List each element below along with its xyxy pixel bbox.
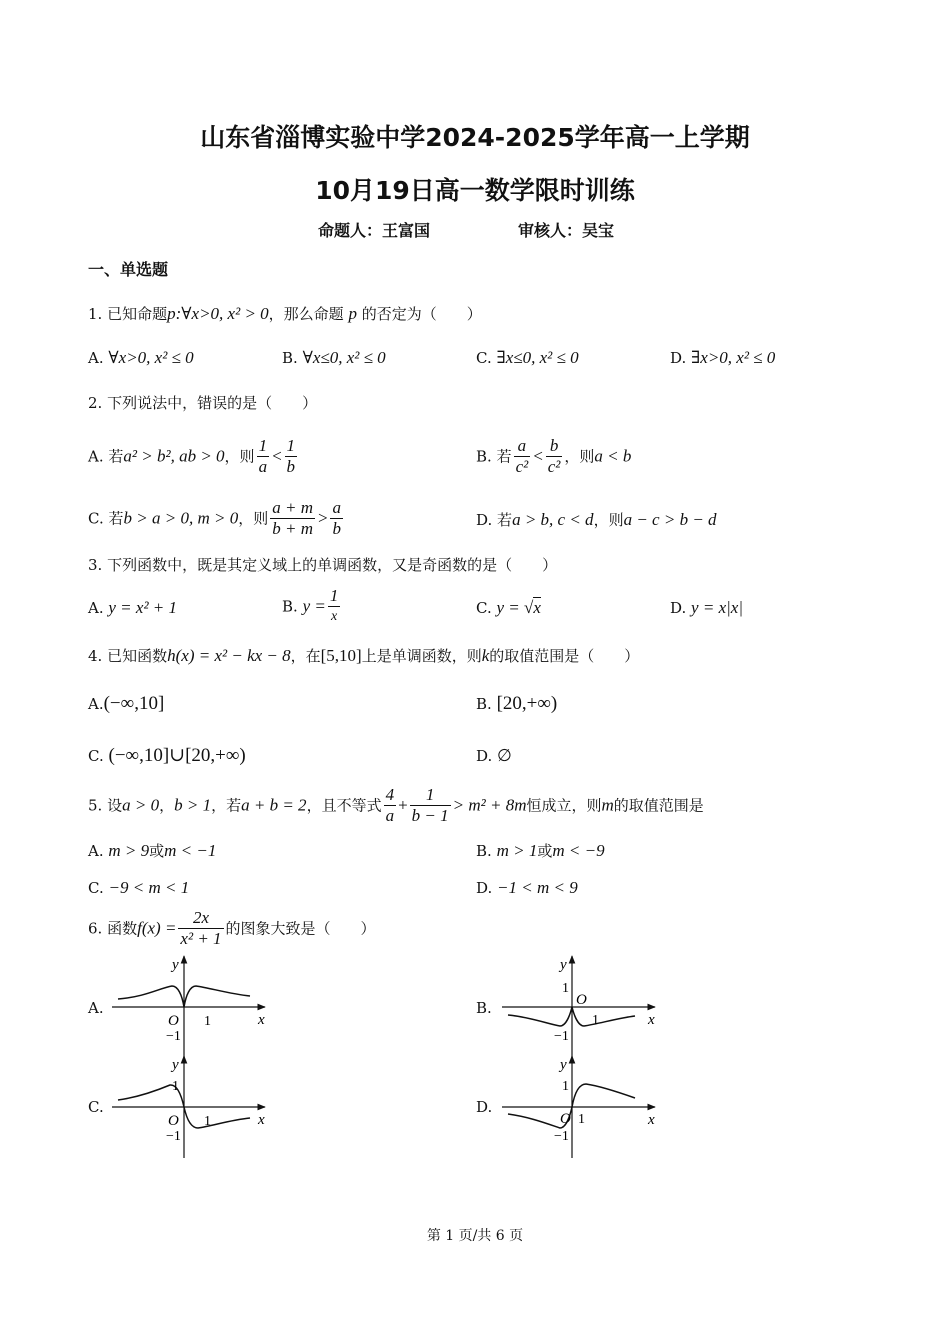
q1-p: p	[348, 304, 357, 323]
tick-neg1: −1	[166, 1029, 181, 1044]
author: 命题人：王富国	[318, 221, 431, 240]
q6-option-b-label: B.	[476, 999, 492, 1017]
graph-d	[490, 1050, 670, 1160]
q1-text-b: ，那么命题	[268, 305, 344, 323]
q1-option-b: B. ∀x≤0, x² ≤ 0	[282, 348, 386, 367]
q3-option-a: A. y = x² + 1	[88, 598, 178, 617]
y-label: y	[172, 957, 179, 973]
graph-b	[490, 950, 670, 1060]
svg-text:x: x	[258, 1112, 265, 1128]
svg-text:1: 1	[562, 981, 569, 996]
question-5: 5. 设a > 0，b > 1，若a + b = 2，且不等式 $\frac{4}{a}$ + $\frac{1}{b - 1}$ > m² + 8m恒成立，则m的取值范围是	[88, 785, 704, 825]
q1-text-c: 的否定为（ ）	[361, 305, 482, 323]
q4-option-a: A.(−∞,10]	[88, 693, 165, 714]
q5-option-b: B. m > 1或m < −9	[476, 841, 605, 860]
q1-text-a: 已知命题	[107, 305, 168, 323]
q6-option-c-label: C.	[88, 1098, 104, 1116]
svg-text:1: 1	[592, 1013, 599, 1028]
reviewer: 审核人：吴宝	[518, 221, 615, 240]
section-heading: 一、单选题	[88, 260, 169, 279]
graph-a	[100, 950, 280, 1060]
q4-option-d: D. ∅	[476, 746, 512, 765]
svg-text:O: O	[576, 992, 587, 1008]
q3-option-b: B. y = $\frac{1}{x}$	[282, 586, 339, 624]
svg-text:−1: −1	[166, 1129, 181, 1144]
question-4: 4. 已知函数h(x) = x² − kx − 8，在[5,10]上是单调函数，则k的取值范围是（ ）	[88, 646, 640, 665]
q3-option-c: C. y = √x	[476, 598, 541, 617]
q4-option-b: B. [20,+∞)	[476, 693, 558, 714]
q1-proposition: p:∀x>0, x² > 0	[167, 304, 269, 323]
question-2: 2. 下列说法中，错误的是（ ）	[88, 394, 318, 412]
q2-option-c: C. 若b > a > 0, m > 0，则 $\frac{a + m}{b + m}$ > $\frac{a}{b}$	[88, 498, 341, 538]
svg-text:x: x	[648, 1112, 655, 1128]
title-line-2: 10月19日高一数学限时训练	[315, 176, 635, 205]
svg-text:O: O	[168, 1113, 179, 1129]
svg-text:1: 1	[578, 1112, 585, 1127]
origin-label: O	[168, 1013, 179, 1029]
q2-option-b: B. 若 $\frac{a}{\text{c²}}$ < $\frac{b}{\text{c²}}$ ，则a < b	[476, 436, 632, 476]
svg-text:y: y	[560, 1057, 567, 1073]
question-3: 3. 下列函数中，既是其定义域上的单调函数，又是奇函数的是（ ）	[88, 556, 558, 574]
tick-1: 1	[204, 1014, 211, 1029]
svg-text:1: 1	[562, 1079, 569, 1094]
question-6: 6. 函数f(x) = $\frac{2x}{\text{x² + 1}}$ 的图象大致是（ ）	[88, 908, 376, 948]
q6-option-d-label: D.	[476, 1098, 493, 1116]
q5-option-c: C. −9 < m < 1	[88, 878, 190, 897]
q1-option-c: C. ∃x≤0, x² ≤ 0	[476, 348, 579, 367]
q5-option-d: D. −1 < m < 9	[476, 878, 578, 897]
x-label: x	[258, 1012, 265, 1028]
page-footer: 第 1 页/共 6 页	[426, 1228, 524, 1244]
svg-text:1: 1	[172, 1079, 179, 1094]
q2-option-a: A. 若a² > b², ab > 0，则 $\frac{1}{a}$ < $\frac{1}{b}$	[88, 436, 296, 476]
title-line-1: 山东省淄博实验中学2024-2025学年高一上学期	[200, 123, 750, 152]
graph-c	[100, 1050, 280, 1160]
q3-option-d: D. y = x|x|	[670, 598, 744, 617]
svg-text:O: O	[560, 1111, 571, 1127]
svg-text:x: x	[648, 1012, 655, 1028]
svg-text:−1: −1	[554, 1129, 569, 1144]
svg-text:y: y	[560, 957, 567, 973]
q2-text: 下列说法中，错误的是（ ）	[107, 394, 318, 412]
q1-option-d: D. ∃x>0, x² ≤ 0	[670, 348, 776, 367]
q3-text: 下列函数中，既是其定义域上的单调函数，又是奇函数的是（ ）	[107, 556, 558, 574]
svg-text:−1: −1	[554, 1029, 569, 1044]
q4-option-c: C. (−∞,10]∪[20,+∞)	[88, 745, 246, 766]
question-1	[88, 304, 482, 324]
q4-function: h(x) = x² − kx − 8	[167, 646, 291, 665]
q1-option-a: A. ∀x>0, x² ≤ 0	[88, 348, 194, 367]
q6-option-a-label: A.	[88, 999, 104, 1017]
svg-text:y: y	[172, 1057, 179, 1073]
q5-option-a: A. m > 9或m < −1	[88, 841, 217, 860]
svg-text:1: 1	[204, 1114, 211, 1129]
q2-option-d: D. 若a > b, c < d，则a − c > b − d	[476, 510, 717, 529]
q1-number: 1.	[88, 305, 103, 323]
